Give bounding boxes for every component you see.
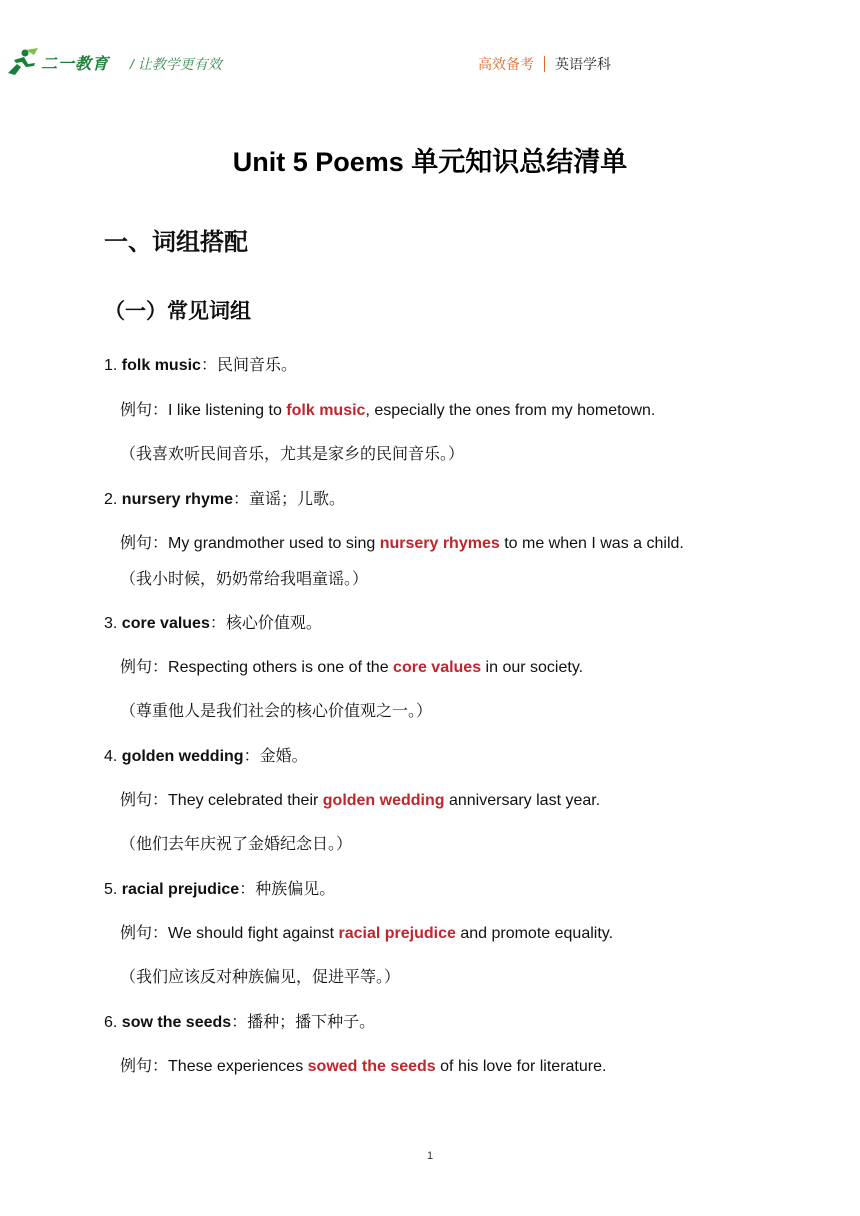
list-item [104,610,322,633]
example-text: I like listening to [168,402,287,419]
list-item [104,743,308,766]
example-highlight: core values [393,659,482,676]
example-text: and promote equality. [455,925,614,942]
example-text: My grandmother used to sing [168,535,380,552]
example-prefix: 例句： [120,402,169,419]
item-number: 2. [104,491,118,508]
runner-logo-icon [4,46,40,78]
example-highlight: sowed the seeds [307,1058,436,1075]
list-item [104,486,345,509]
item-meaning: ：种族偏见。 [239,881,336,898]
item-term: racial prejudice [121,881,240,898]
example-prefix: 例句： [120,925,169,942]
example-sentence [120,1053,606,1076]
item-meaning: ：金婚。 [243,748,308,765]
item-meaning: ：民间音乐。 [200,357,297,374]
item-number: 1. [104,357,118,374]
example-prefix: 例句： [120,535,169,552]
example-text: in our society. [481,659,584,676]
header-tag-exam: 高效备考 [478,56,534,72]
item-number: 5. [104,881,118,898]
item-number: 6. [104,1014,118,1031]
item-term: folk music [121,357,201,374]
item-term: sow the seeds [121,1014,232,1031]
section-heading: 一、词组搭配 [104,229,248,256]
example-sentence [120,920,613,943]
brand-slogan: / 让教学更有效 [130,56,222,72]
example-highlight: golden wedding [322,792,445,809]
example-highlight: nursery rhymes [379,535,500,552]
example-text: to me when I was a child. [499,535,684,552]
example-text: We should fight against [168,925,339,942]
example-sentence [120,654,583,677]
example-text: Respecting others is one of the [168,659,394,676]
item-meaning: ：核心价值观。 [209,615,322,632]
example-highlight: racial prejudice [338,925,456,942]
example-sentence [120,530,684,553]
example-text: anniversary last year. [444,792,601,809]
header-divider [544,56,545,72]
item-number: 4. [104,748,118,765]
brand-logo [4,46,109,78]
example-text: , especially the ones from my hometown. [365,402,656,419]
item-term: core values [121,615,210,632]
example-prefix: 例句： [120,792,169,809]
list-item [104,1009,375,1032]
page-number: 1 [426,1150,434,1162]
list-item [104,876,335,899]
item-meaning: ：童谣；儿歌。 [232,491,345,508]
example-sentence [120,787,600,810]
example-text: They celebrated their [168,792,323,809]
subsection-heading: （一）常见词组 [104,300,251,323]
header-tag-subject: 英语学科 [555,56,611,72]
example-text: of his love for literature. [435,1058,607,1075]
example-translation: （尊重他人是我们社会的核心价值观之一。） [120,703,433,720]
page-title: Unit 5 Poems 单元知识总结清单 [232,147,628,177]
item-term: nursery rhyme [121,491,233,508]
example-prefix: 例句： [120,1058,169,1075]
item-term: golden wedding [121,748,244,765]
brand-name: 二一教育 [41,55,110,73]
item-meaning: ：播种；播下种子。 [231,1014,376,1031]
example-translation: （他们去年庆祝了金婚纪念日。） [120,836,353,853]
example-sentence [120,397,655,420]
example-translation: （我喜欢听民间音乐，尤其是家乡的民间音乐。） [120,446,465,463]
example-translation: （我小时候，奶奶常给我唱童谣。） [120,571,369,588]
list-item [104,352,297,375]
example-prefix: 例句： [120,659,169,676]
page-header [0,40,860,86]
example-text: These experiences [168,1058,308,1075]
item-number: 3. [104,615,118,632]
example-highlight: folk music [286,402,366,419]
header-tags [478,54,611,74]
example-translation: （我们应该反对种族偏见，促进平等。） [120,969,401,986]
